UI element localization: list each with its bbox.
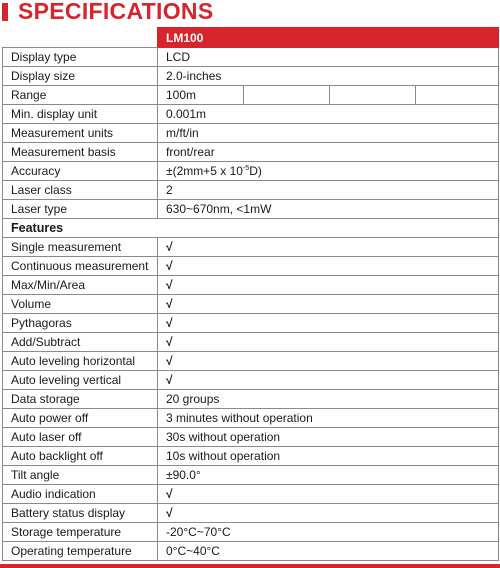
spec-label: Battery status display: [3, 504, 158, 523]
spec-label: Display size: [3, 67, 158, 86]
spec-value: [158, 162, 499, 181]
spec-value: √: [158, 276, 499, 295]
spec-label: Min. display unit: [3, 105, 158, 124]
spec-label: Storage temperature: [3, 523, 158, 542]
specifications-table: [2, 27, 499, 561]
table-row: [3, 485, 499, 504]
spec-label: Volume: [3, 295, 158, 314]
table-row: [3, 504, 499, 523]
page-header: [0, 0, 500, 24]
spec-label: Laser class: [3, 181, 158, 200]
spec-value: 0°C~40°C: [158, 542, 499, 561]
table-row: [3, 105, 499, 124]
table-row: [3, 333, 499, 352]
accuracy-value-suffix: D): [249, 164, 262, 178]
spec-value: √: [158, 314, 499, 333]
spec-label: Accuracy: [3, 162, 158, 181]
spec-label: Tilt angle: [3, 466, 158, 485]
spec-value: 3 minutes without operation: [158, 409, 499, 428]
features-section-row: [3, 219, 499, 238]
table-row: [3, 48, 499, 67]
spec-label: Operating temperature: [3, 542, 158, 561]
table-header-row: [3, 28, 499, 48]
table-row: [3, 314, 499, 333]
empty-cell: [330, 86, 416, 105]
empty-cell: [416, 86, 499, 105]
table-row: [3, 352, 499, 371]
spec-value: √: [158, 295, 499, 314]
table-row: [3, 428, 499, 447]
table-row: [3, 67, 499, 86]
table-row: [3, 390, 499, 409]
spec-label: Continuous measurement: [3, 257, 158, 276]
table-row: [3, 124, 499, 143]
table-row: [3, 466, 499, 485]
spec-value: -20°C~70°C: [158, 523, 499, 542]
table-row: [3, 200, 499, 219]
spec-value: 0.001m: [158, 105, 499, 124]
spec-label: Auto laser off: [3, 428, 158, 447]
table-row: [3, 86, 499, 105]
spec-value: 20 groups: [158, 390, 499, 409]
spec-label: Data storage: [3, 390, 158, 409]
table-row: [3, 181, 499, 200]
table-row: [3, 143, 499, 162]
spec-value: √: [158, 333, 499, 352]
spec-label: Range: [3, 86, 158, 105]
spec-label: Audio indication: [3, 485, 158, 504]
header-blank-cell: [3, 28, 158, 48]
spec-label: Pythagoras: [3, 314, 158, 333]
spec-value: 30s without operation: [158, 428, 499, 447]
spec-label: Display type: [3, 48, 158, 67]
table-row: [3, 162, 499, 181]
spec-value: √: [158, 371, 499, 390]
table-row: [3, 257, 499, 276]
spec-label: Single measurement: [3, 238, 158, 257]
accuracy-exponent: -5: [242, 165, 250, 172]
spec-value: 100m: [158, 86, 244, 105]
spec-value: front/rear: [158, 143, 499, 162]
page-title: SPECIFICATIONS: [18, 0, 214, 24]
spec-label: Measurement basis: [3, 143, 158, 162]
spec-value: √: [158, 257, 499, 276]
spec-label: Add/Subtract: [3, 333, 158, 352]
table-row: [3, 542, 499, 561]
spec-label: Auto power off: [3, 409, 158, 428]
spec-value: √: [158, 485, 499, 504]
table-row: [3, 447, 499, 466]
bottom-accent-rule: [0, 564, 500, 568]
spec-label: Laser type: [3, 200, 158, 219]
model-name: LM100: [158, 28, 499, 48]
empty-cell: [244, 86, 330, 105]
title-accent-bar: [2, 3, 8, 21]
spec-value: m/ft/in: [158, 124, 499, 143]
spec-label: Max/Min/Area: [3, 276, 158, 295]
table-row: [3, 295, 499, 314]
table-row: [3, 409, 499, 428]
accuracy-value-prefix: ±(2mm+5 x 10: [166, 164, 243, 178]
table-row: [3, 523, 499, 542]
spec-value: 2: [158, 181, 499, 200]
spec-label: Auto backlight off: [3, 447, 158, 466]
spec-value: 10s without operation: [158, 447, 499, 466]
table-row: [3, 371, 499, 390]
features-heading: Features: [3, 219, 499, 238]
spec-label: Auto leveling vertical: [3, 371, 158, 390]
spec-label: Measurement units: [3, 124, 158, 143]
table-row: [3, 276, 499, 295]
spec-value: ±90.0°: [158, 466, 499, 485]
table-row: [3, 238, 499, 257]
spec-label: Auto leveling horizontal: [3, 352, 158, 371]
spec-value: 630~670nm, <1mW: [158, 200, 499, 219]
spec-value: √: [158, 352, 499, 371]
spec-value: 2.0-inches: [158, 67, 499, 86]
spec-value: √: [158, 504, 499, 523]
spec-value: LCD: [158, 48, 499, 67]
spec-value: √: [158, 238, 499, 257]
